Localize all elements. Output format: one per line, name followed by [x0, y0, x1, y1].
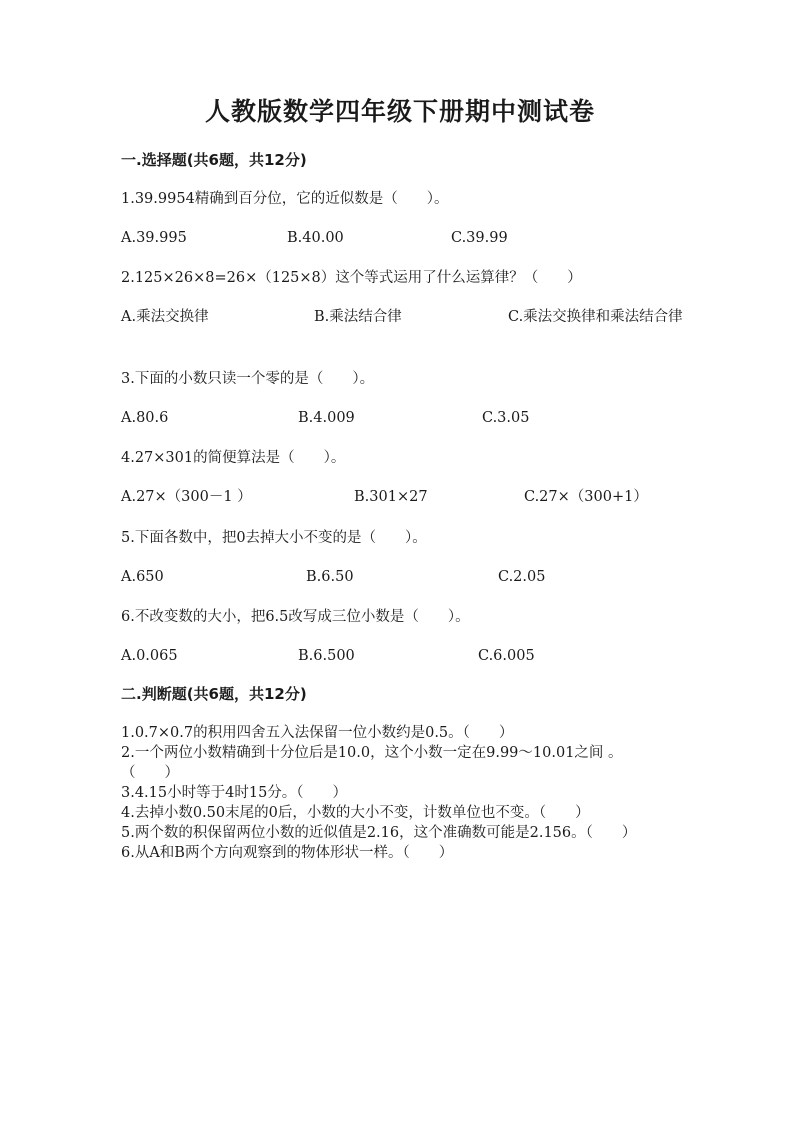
option-b: B.40.00 — [287, 230, 344, 246]
choice-question-stem: 1.39.9954精确到百分位，它的近似数是（ ）。 — [121, 191, 449, 207]
option-b: B.6.50 — [306, 569, 354, 585]
option-c: C.2.05 — [498, 569, 546, 585]
choice-options — [121, 487, 681, 531]
judgement-item: 2.一个两位小数精确到十分位后是10.0，这个小数一定在9.99～10.01之间 。（ ） — [121, 745, 623, 781]
option-c: C.6.005 — [478, 648, 535, 664]
choice-question-stem: 6.不改变数的大小，把6.5改写成三位小数是（ ）。 — [121, 609, 470, 625]
judgement-item: 6.从A和B两个方向观察到的物体形状一样。（ ） — [121, 845, 454, 861]
option-b: B.6.500 — [298, 648, 355, 664]
choice-question-stem: 3.下面的小数只读一个零的是（ ）。 — [121, 371, 375, 387]
option-b: B.301×27 — [354, 489, 428, 505]
option-c: C.39.99 — [451, 230, 508, 246]
choice-options — [121, 228, 681, 272]
judgement-list — [121, 723, 666, 863]
option-a: A.650 — [121, 569, 164, 585]
option-a: A.0.065 — [121, 648, 178, 664]
choice-options — [121, 307, 681, 351]
option-c: C.27×（300+1） — [524, 489, 648, 505]
option-a: A.80.6 — [121, 410, 169, 426]
option-b: B.乘法结合律 — [314, 309, 402, 325]
option-a: A.乘法交换律 — [121, 309, 209, 325]
choice-options — [121, 408, 681, 452]
choice-options — [121, 567, 681, 611]
choice-question-stem: 5.下面各数中，把0去掉大小不变的是（ ）。 — [121, 530, 427, 546]
choice-question-stem: 2.125×26×8=26×（125×8）这个等式运用了什么运算律？（ ） — [121, 270, 582, 286]
option-c: C.3.05 — [482, 410, 530, 426]
option-c: C.乘法交换律和乘法结合律 — [508, 309, 683, 325]
option-a: A.39.995 — [121, 230, 187, 246]
judgement-item: 4.去掉小数0.50末尾的0后，小数的大小不变，计数单位也不变。（ ） — [121, 805, 590, 821]
section-heading-judgement: 二.判断题(共6题，共12分) — [121, 685, 307, 703]
judgement-item: 5.两个数的积保留两位小数的近似值是2.16，这个准确数可能是2.156。（ ） — [121, 825, 637, 841]
option-b: B.4.009 — [298, 410, 355, 426]
page-title: 人教版数学四年级下册期中测试卷 — [204, 97, 595, 126]
judgement-item: 1.0.7×0.7的积用四舍五入法保留一位小数约是0.5。（ ） — [121, 725, 514, 741]
choice-question-stem: 4.27×301的简便算法是（ ）。 — [121, 450, 346, 466]
section-heading-choice: 一.选择题(共6题，共12分) — [121, 151, 307, 169]
judgement-item: 3.4.15小时等于4时15分。（ ） — [121, 785, 348, 801]
option-a: A.27×（300－1 ） — [121, 489, 252, 505]
